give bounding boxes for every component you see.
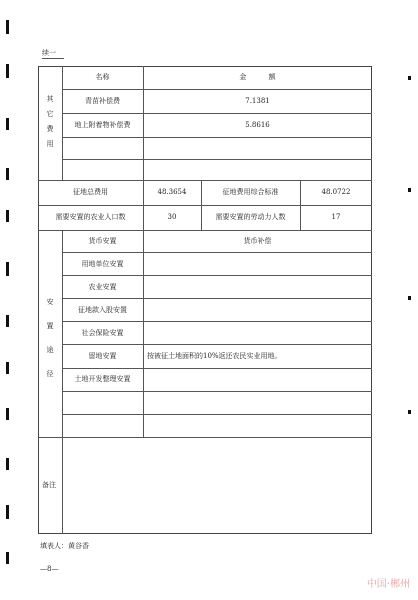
grid-line: [62, 137, 372, 138]
farm-population-value: 30: [167, 213, 177, 221]
watermark-logo: 中国·郴州: [366, 579, 410, 590]
resettle-method: 土地开发整理安置: [74, 375, 131, 383]
resettle-method: 货币安置: [88, 237, 117, 245]
grid-line: [38, 230, 372, 231]
grid-line: [62, 414, 372, 415]
farm-population-label: 需要安置的农业人口数: [55, 213, 126, 221]
grid-line: [62, 275, 372, 276]
grid-line: [38, 180, 372, 181]
grid-line: [62, 391, 372, 392]
fee-name: 青苗补偿费: [85, 97, 120, 105]
grid-line: [62, 321, 372, 322]
binding-mark: [6, 315, 9, 327]
punch-dot: [408, 410, 411, 414]
resettle-section-label: 安置途径: [46, 298, 54, 378]
column-header-name: 名称: [95, 73, 110, 81]
page-number: —8—: [40, 565, 59, 573]
binding-mark: [6, 118, 9, 130]
fee-amount: 5.8616: [245, 121, 270, 129]
standard-cost-value: 48.0722: [321, 188, 351, 196]
resettle-method: 用地单位安置: [81, 260, 124, 268]
grid-line: [62, 437, 63, 534]
resettle-detail: 货币补偿: [243, 237, 272, 245]
grid-line: [38, 205, 372, 206]
binding-mark: [6, 362, 9, 374]
resettle-method: 农业安置: [88, 283, 117, 291]
column-header-amount: 金 额: [239, 73, 276, 81]
binding-mark: [6, 210, 9, 222]
punch-dot: [408, 296, 411, 300]
binding-mark: [6, 408, 9, 420]
resettle-method: 社会保险安置: [81, 329, 124, 337]
continued-label: 续一: [42, 49, 56, 57]
standard-cost-label: 征地费用综合标准: [222, 188, 279, 196]
grid-line: [62, 368, 372, 369]
total-cost-label: 征地总费用: [73, 188, 108, 196]
binding-mark: [6, 262, 9, 276]
grid-line: [62, 298, 372, 299]
fee-name: 地上附着物补偿费: [74, 121, 131, 129]
grid-line: [38, 437, 372, 438]
header-line: [42, 58, 64, 59]
grid-line: [62, 89, 372, 90]
grid-line: [62, 113, 372, 114]
punch-dot: [408, 188, 411, 192]
labor-count-value: 17: [331, 213, 341, 221]
binding-mark: [6, 458, 9, 470]
resettle-method: 征地款入股安置: [78, 306, 127, 314]
filler-name: 填表人：黄谷香: [40, 542, 89, 550]
fee-amount: 7.1381: [245, 97, 270, 105]
binding-mark: [6, 20, 9, 34]
labor-count-label: 需要安置的劳动力人数: [215, 213, 286, 221]
remarks-label: 备注: [42, 481, 56, 489]
binding-mark: [6, 64, 9, 78]
resettle-detail: 按被征土地面积的10%返还农民实业用地。: [147, 352, 282, 360]
binding-mark: [6, 505, 9, 519]
binding-mark: [6, 168, 9, 180]
grid-line: [143, 230, 144, 438]
grid-line: [62, 252, 372, 253]
punch-dot: [408, 76, 411, 80]
grid-line: [62, 344, 372, 345]
grid-line: [62, 159, 372, 160]
total-cost-value: 48.3654: [157, 188, 187, 196]
binding-mark: [6, 552, 9, 564]
resettle-method: 留地安置: [88, 352, 117, 360]
other-fees-section-label: 其它费用: [46, 95, 54, 148]
